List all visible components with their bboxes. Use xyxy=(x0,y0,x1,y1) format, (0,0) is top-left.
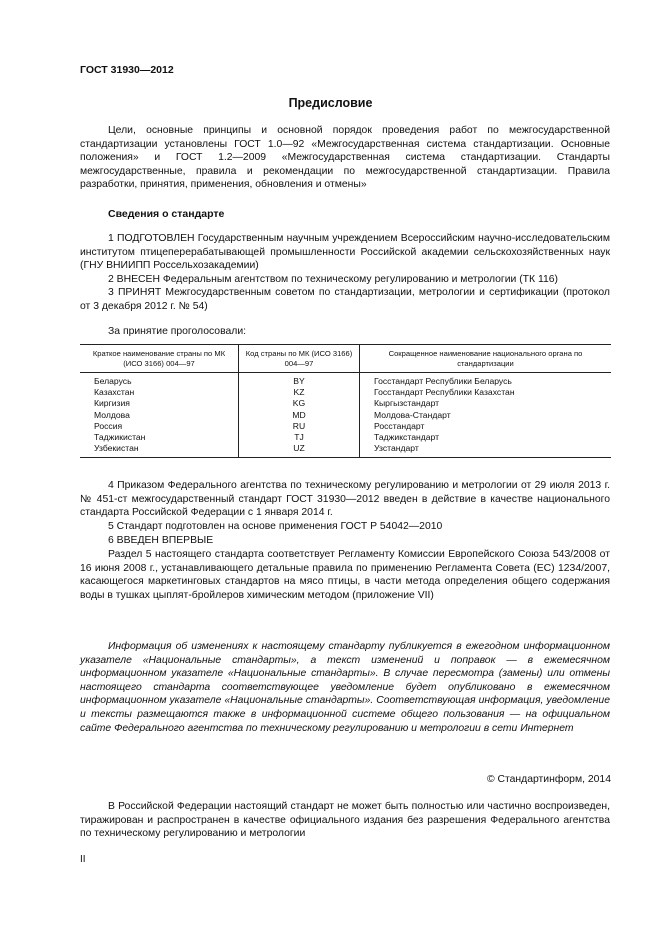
table-header-row xyxy=(80,345,611,373)
item-6-paragraph: 6 ВВЕДЕН ВПЕРВЫЕ xyxy=(108,535,214,546)
code-cell: MD xyxy=(239,410,360,421)
code-cell: RU xyxy=(239,421,360,432)
document-header: ГОСТ 31930—2012 xyxy=(80,64,174,76)
vote-label: За принятие проголосовали: xyxy=(108,326,247,337)
table-row xyxy=(80,373,611,388)
code-cell: KZ xyxy=(239,387,360,398)
item-7-paragraph: Раздел 5 настоящего стандарта соответствует Регламенту Комиссии Европейского Союза 543/2008 от 16 июня 2008 г., устанавливающего детальные правила по применению Регламента Совета (ЕС) 1234/2007, касающегося маркетинговых стандартов на мясо птицы, в части метода определения общего содержания воды в тушках цыплят-бройлеров химическим методом (приложение VII) xyxy=(80,549,610,601)
body-cell: Росстандарт xyxy=(360,421,612,432)
item-2-paragraph: 2 ВНЕСЕН Федеральным агентством по техническому регулированию и метрологии (ТК 116) xyxy=(108,274,558,285)
code-cell: UZ xyxy=(239,443,360,458)
country-cell: Узбекистан xyxy=(80,443,239,458)
item-1-paragraph: 1 ПОДГОТОВЛЕН Государственным научным учреждением Всероссийским научно-исследовательским институтом птицеперерабатывающей промышленности Российской академии сельскохозяйственных наук (ГНУ ВНИИПП Россельхозакадемии) xyxy=(80,233,610,272)
body-cell: Узстандарт xyxy=(360,443,612,458)
table-row xyxy=(80,432,611,443)
table-row xyxy=(80,421,611,432)
country-cell: Казахстан xyxy=(94,387,135,398)
item-3-paragraph: 3 ПРИНЯТ Межгосударственным советом по стандартизации, метрологии и сертификации (протокол от 3 декабря 2012 г. № 54) xyxy=(80,287,610,312)
country-cell: Молдова xyxy=(94,409,130,420)
legal-paragraph: В Российской Федерации настоящий стандарт не может быть полностью или частично воспроизведен, тиражирован и распространен в качестве официального издания без разрешения Федерального агентства по техническому регулированию и метрологии xyxy=(80,801,610,840)
country-cell: Киргизия xyxy=(94,398,130,409)
table-row xyxy=(80,398,611,409)
table-row xyxy=(80,410,611,421)
code-cell: TJ xyxy=(239,432,360,443)
section-heading: Сведения о стандарте xyxy=(108,208,225,220)
item-4-paragraph: 4 Приказом Федерального агентства по техническому регулированию и метрологии от 29 июля 2013 г. № 451-ст межгосударственный стандарт ГОСТ 31930—2012 введен в действие в качестве национального стандарта Российской Федерации с 1 января 2014 г. xyxy=(80,480,610,519)
body-cell: Кыргызстандарт xyxy=(360,398,612,409)
page-number: II xyxy=(80,854,86,865)
code-cell: KG xyxy=(239,398,360,409)
item-5-paragraph: 5 Стандарт подготовлен на основе применения ГОСТ Р 54042—2010 xyxy=(108,521,443,532)
code-cell: BY xyxy=(239,373,360,388)
intro-paragraph: Цели, основные принципы и основной порядок проведения работ по межгосударственной стандартизации установлены ГОСТ 1.0—92 «Межгосударственная система стандартизации. Основные положения» и ГОСТ 1.2—2009 «Межгосударственная система стандартизации. Стандарты межгосударственные, правила и рекомендации по межгосударственной стандартизации. Правила разработки, принятия, применения, обновления и отмены» xyxy=(80,125,610,191)
body-cell: Госстандарт Республики Казахстан xyxy=(360,387,612,398)
body-cell: Таджикстандарт xyxy=(360,432,612,443)
copyright-line: © Стандартинформ, 2014 xyxy=(486,774,611,785)
notice-paragraph: Информация об изменениях к настоящему стандарту публикуется в ежегодном информационном указателе «Национальные стандарты», а текст изменений и поправок — в ежемесячном информационном указателе «Национальные стандарты». В случае пересмотра (замены) или отмены настоящего стандарта соответствующее уведомление будет опубликовано в ежемесячном информационном указателе «Национальные стандарты». Соответствующая информация, уведомление и тексты размещаются также в информационной системе общего пользования — на официальном сайте Федерального агентства по техническому регулированию и метрологии в сети Интернет xyxy=(80,641,610,734)
country-cell: Беларусь xyxy=(94,376,132,386)
header-body: Сокращенное наименование национального органа по стандартизации xyxy=(360,345,612,373)
country-cell: Таджикистан xyxy=(94,432,146,443)
country-cell: Россия xyxy=(94,420,123,431)
body-cell: Молдова-Стандарт xyxy=(360,410,612,421)
header-code: Код страны по МК (ИСО 3166) 004—97 xyxy=(239,345,360,373)
table-row xyxy=(80,443,611,458)
voting-table xyxy=(80,344,611,458)
header-country: Краткое наименование страны по МК (ИСО 3166) 004—97 xyxy=(80,345,239,373)
page-title: Предисловие xyxy=(288,96,373,110)
body-cell: Госстандарт Республики Беларусь xyxy=(360,373,612,388)
table-row xyxy=(80,387,611,398)
